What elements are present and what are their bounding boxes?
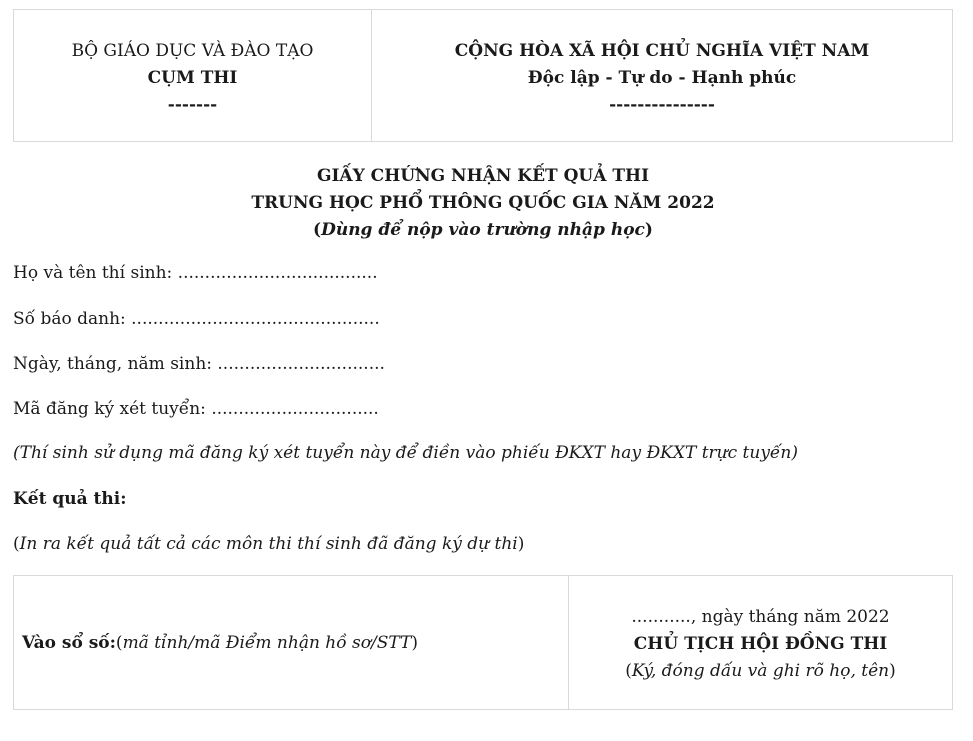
results-paren-close: ) <box>517 534 525 554</box>
sign-paren-close: ) <box>889 661 896 681</box>
ministry-name: BỘ GIÁO DỤC VÀ ĐÀO TẠO <box>71 41 314 61</box>
header-left-cell <box>14 10 372 141</box>
header-right-cell <box>372 10 952 141</box>
registration-code-field: Mã đăng ký xét tuyển: ............................... <box>13 399 379 419</box>
signature-instruction <box>569 658 952 685</box>
record-paren-close: ) <box>411 632 419 653</box>
national-motto: Độc lập - Tự do - Hạnh phúc <box>527 68 797 88</box>
record-number-note: mã tỉnh/mã Điểm nhận hồ sơ/STT <box>122 632 412 653</box>
candidate-name-field: Họ và tên thí sinh: ..................................... <box>13 263 378 283</box>
record-paren-open: ( <box>115 632 123 653</box>
signing-date: ..........., ngày tháng năm 2022 <box>631 607 890 627</box>
candidate-number-field: Số báo danh: .............................................. <box>13 309 380 329</box>
header-table <box>13 9 953 142</box>
sign-paren-open: ( <box>625 661 632 681</box>
chairman-title: CHỦ TỊCH HỘI ĐỒNG THI <box>633 634 888 654</box>
footer-left-cell <box>14 576 569 709</box>
title-purpose: Dùng để nộp vào trường nhập học <box>321 220 645 240</box>
title-line-3 <box>13 217 953 244</box>
record-number-label: Vào sổ số: <box>22 632 116 653</box>
footer-table <box>13 575 953 710</box>
results-label: Kết quả thi: <box>13 489 127 509</box>
sign-instruction-text: Ký, đóng dấu và ghi rõ họ, tên <box>631 661 890 681</box>
title-paren-open: ( <box>313 220 322 240</box>
country-name: CỘNG HÒA XÃ HỘI CHỦ NGHĨA VIỆT NAM <box>454 41 870 61</box>
results-note-text: In ra kết quả tất cả các môn thi thí sinh đã đăng ký dự thi <box>19 534 518 554</box>
exam-cluster: CỤM THI <box>147 68 238 88</box>
results-note <box>13 532 524 556</box>
title-line-2: TRUNG HỌC PHỔ THÔNG QUỐC GIA NĂM 2022 <box>251 193 715 213</box>
document-title <box>13 163 953 244</box>
title-line-1: GIẤY CHỨNG NHẬN KẾT QUẢ THI <box>316 166 650 186</box>
date-of-birth-field: Ngày, tháng, năm sinh: ............................... <box>13 354 385 374</box>
header-left-divider: ------- <box>167 95 218 115</box>
results-paren-open: ( <box>13 534 20 554</box>
footer-right-cell <box>569 576 952 709</box>
registration-code-note: (Thí sinh sử dụng mã đăng ký xét tuyển này để điền vào phiếu ĐKXT hay ĐKXT trực tuyến) <box>13 443 798 463</box>
title-paren-close: ) <box>644 220 653 240</box>
header-right-divider: --------------- <box>609 95 715 115</box>
